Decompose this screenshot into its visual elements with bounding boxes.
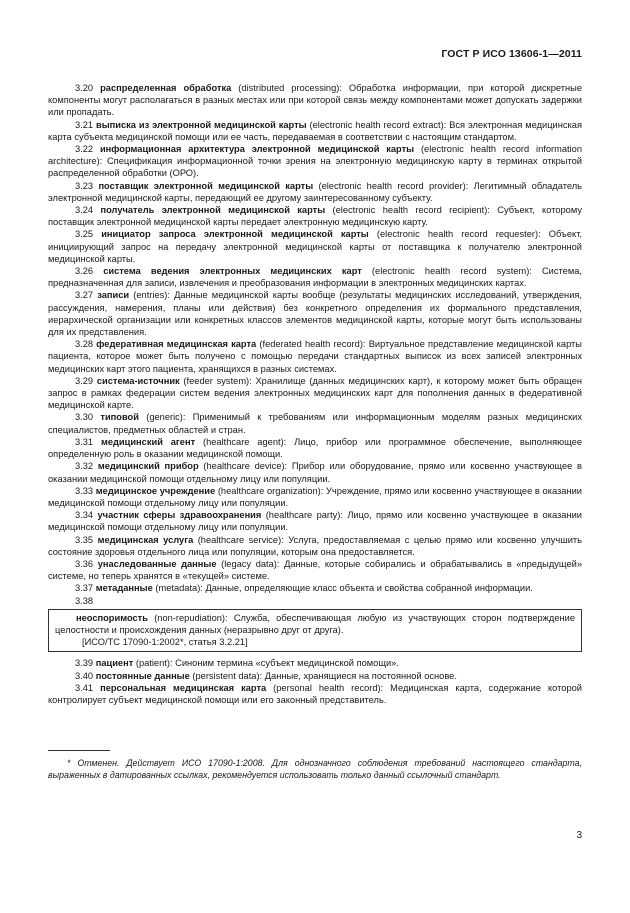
entry-term: медицинский прибор	[97, 461, 199, 472]
definition-entry	[48, 289, 582, 338]
entry-body: (healthcare service): Услуга, предоставляемая с целью прямо или косвенно улучшить состояние здоровья отдельного лица или популяции, которым она предоставляется.	[48, 534, 582, 557]
entry-number: 3.20	[75, 83, 94, 93]
entry-number: 3.28	[75, 339, 94, 350]
entry-number: 3.21	[75, 119, 94, 130]
entry-term: получатель электронной медицинской карты	[100, 205, 326, 216]
page-number: 3	[576, 830, 582, 841]
footnote: * Отменен. Действует ИСО 17090-1:2008. Для однозначного соблюдения требований настоящего стандарта, выраженных в датированных ссылках, рекомендуется использовать только данный ссылочный стандарт.	[48, 758, 582, 780]
entry-body: (feeder system): Хранилище (данных медицинских карт), к которому может быть обращен запрос в рамках федерации систем ведения электронных медицинских карт для пополнения данных в федеративной медицинской карте.	[48, 375, 582, 411]
definition-entry	[48, 657, 582, 669]
entry-number: 3.24	[75, 205, 94, 216]
entry-number: 3.39	[75, 658, 94, 669]
definition-entry	[48, 228, 582, 265]
entry-term: медицинское учреждение	[95, 485, 216, 496]
entry-body: (electronic health record recipient): Субъект, которому поставщик электронной медицинской карты передает электронную медицинскую карту.	[48, 205, 582, 228]
entry-number: 3.31	[75, 436, 94, 447]
entry-body: (healthcare agent): Лицо, прибор или программное обеспечение, выполняющее определенную роль в оказании медицинской помощи.	[48, 436, 583, 460]
entry-term: пациент	[95, 658, 134, 669]
entry-term: метаданные	[95, 583, 153, 594]
entry-body: (healthcare organization): Учреждение, прямо или косвенно участвующее в оказании медицинской помощи отдельному лицу или популяции.	[48, 485, 582, 508]
entry-term: инициатор запроса электронной медицинской карты	[101, 229, 369, 240]
boxed-definition	[48, 609, 582, 653]
definition-entry	[48, 82, 582, 119]
entry-number: 3.26	[75, 266, 94, 277]
entry-number: 3.33	[75, 485, 94, 496]
definition-entry	[48, 509, 582, 533]
definition-entry	[48, 682, 582, 706]
entry-body: (generic): Применимый к требованиям или информационным моделям разных медицинских специалистов, предметных областей и стран.	[48, 412, 582, 435]
definition-entry	[48, 411, 582, 435]
entry-body: (personal health record): Медицинская карта, содержание которой контролирует субъект медицинской помощи или его законный представитель.	[48, 682, 582, 705]
entry-body: (electronic health record system): Система, предназначенная для записи, извлечения и преобразования информации в электронных медицинских картах.	[48, 266, 582, 289]
definition-entry	[48, 338, 582, 375]
standard-header: ГОСТ Р ИСО 13606-1—2011	[441, 48, 582, 60]
entry-number: 3.29	[75, 375, 94, 386]
definition-entry	[48, 119, 582, 143]
entry-number: 3.40	[75, 670, 94, 681]
entry-term: участник сферы здравоохранения	[97, 510, 262, 521]
definition-entry	[48, 582, 582, 594]
entry-body: (healthcare device): Прибор или оборудование, прямо или косвенно участвующее в оказании медицинской помощи отдельному лицу или популяции.	[48, 461, 582, 484]
entry-body: (healthcare party): Лицо, прямо или косвенно участвующее в оказании медицинской помощи отдельному лицу или популяции.	[48, 510, 582, 533]
entry-term: система-источник	[96, 375, 180, 386]
definition-entry	[48, 375, 582, 412]
entry-body: (metadata): Данные, определяющие класс объекта и свойства собранной информации.	[152, 583, 533, 594]
entry-body: (non-repudiation): Служба, обеспечивающая любую из участвующих сторон подтверждение целостности и происхождения данных (неразрывно друг от друга).	[55, 612, 575, 635]
entry-number: 3.30	[75, 412, 94, 423]
definition-entry	[48, 485, 582, 509]
definitions-body	[48, 82, 582, 706]
definition-entry	[48, 143, 582, 180]
footnote-divider	[48, 750, 110, 751]
entry-body: (electronic health record extract): Вся электронная медицинская карта субъекта медицинской помощи или ее часть, передаваемая в соответствии с настоящим стандартом.	[48, 119, 582, 142]
entry-term: типовой	[100, 412, 139, 423]
entry-term: постоянные данные	[95, 670, 190, 681]
entry-body: (entries): Данные медицинской карты вообще (результаты медицинских исследований, утверждения, рассуждения, намерения, планы или действия) без конкретного определения их формального представления, иерархической организации или конкретных классов элементов медицинской карты, которые могут быть использованы для их представления.	[48, 290, 582, 338]
entry-number: 3.22	[75, 144, 94, 155]
entry-term: распределенная обработка	[100, 83, 232, 93]
entry-number: 3.41	[75, 682, 94, 693]
definition-entry	[48, 204, 582, 228]
definition-entry	[48, 558, 582, 582]
definition-entry	[48, 436, 582, 460]
entry-body: (federated health record): Виртуальное представление медицинской карты пациента, которое может быть получено с помощью передачи стандартных выписок из всех записей электронных медицинских карт этого пациента, хранящихся в разных системах.	[48, 339, 582, 374]
entry-term: федеративная медицинская карта	[96, 339, 257, 350]
entry-term: записи	[97, 290, 130, 301]
entry-term: выписка из электронной медицинской карты	[96, 119, 307, 130]
entry-term: унаследованные данные	[97, 558, 217, 569]
definition-entry	[48, 180, 582, 204]
entry-term: медицинский агент	[100, 436, 196, 447]
entry-term: система ведения электронных медицинских карт	[103, 266, 362, 277]
entry-body: (persistent data): Данные, хранящиеся на постоянной основе.	[189, 670, 457, 681]
entry-number: 3.27	[75, 290, 94, 301]
entry-body: (patient): Синоним термина «субъект медицинской помощи».	[133, 658, 399, 669]
definitions-list	[48, 82, 582, 595]
entry-term: неоспоримость	[76, 612, 148, 623]
entry-body: (legacy data): Данные, которые собирались и обрабатывались в «предыдущей» системе, но теперь хранятся в «текущей» системе.	[48, 558, 582, 582]
entry-number: 3.34	[75, 510, 94, 521]
entry-number: 3.38	[75, 595, 94, 606]
entry-number: 3.35	[75, 534, 94, 545]
entry-number: 3.25	[75, 229, 94, 240]
entry-body: (electronic health record information architecture): Спецификация информационной точки зрения на электронную медицинскую карту в терминах открытой распределенной обработки (ОРО).	[48, 144, 583, 179]
definitions-list-continued	[48, 657, 582, 706]
entry-body: (distributed processing): Обработка информации, при которой дискретные компоненты могут располагаться в разных местах или при которой связь между компонентами может допускать задержки или пропадать.	[48, 83, 582, 118]
entry-body: (electronic health record requester): Объект, инициирующий запрос на передачу электронной медицинской карты от поставщика к получателю электронной медицинской карты.	[48, 229, 582, 264]
entry-term: медицинская услуга	[97, 534, 194, 545]
definition-entry	[48, 670, 582, 682]
definition-entry	[48, 460, 582, 484]
definition-entry	[48, 265, 582, 289]
entry-number: 3.23	[75, 180, 94, 191]
entry-body: (electronic health record provider): Легитимный обладатель электронной медицинской карты, передающий ее другому заинтересованному субъекту.	[48, 180, 582, 203]
entry-reference: [ИСО/ТС 17090-1:2002*, статья 3.2.21]	[82, 637, 248, 648]
entry-term: поставщик электронной медицинской карты	[98, 180, 314, 191]
entry-term: информационная архитектура электронной медицинской карты	[99, 144, 415, 155]
entry-number: 3.36	[75, 558, 94, 569]
entry-number: 3.37	[75, 583, 94, 594]
entry-number: 3.32	[75, 461, 94, 472]
entry-term: персональная медицинская карта	[100, 682, 267, 693]
definition-entry	[48, 534, 582, 558]
